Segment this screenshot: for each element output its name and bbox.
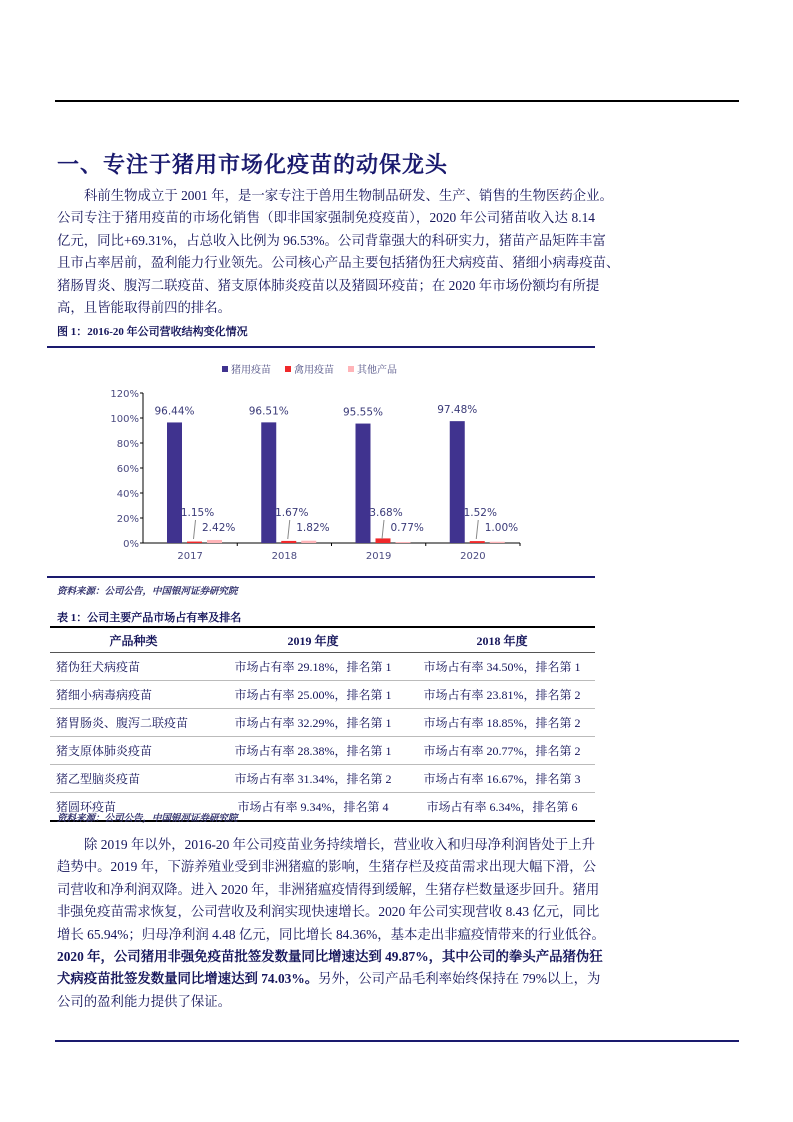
text-line: 司营收和净利润双降。进入 2020 年，非洲猪瘟疫情得到缓解，生猪存栏数量逐步回升。猪用 xyxy=(57,881,600,897)
figure-source: 资料来源：公司公告，中国银河证券研究院 xyxy=(57,587,238,597)
legend-swatch xyxy=(222,366,228,372)
figure-top-rule xyxy=(47,346,595,348)
y-tick-label: 100% xyxy=(110,414,139,425)
product-name-cell: 猪伪狂犬病疫苗 xyxy=(50,653,217,681)
text-line: 公司的盈利能力提供了保证。 xyxy=(57,993,232,1009)
bar-other-products xyxy=(396,542,411,543)
y-tick-label: 120% xyxy=(110,389,139,400)
x-tick-label: 2018 xyxy=(271,551,298,562)
product-name-cell: 猪乙型脑炎疫苗 xyxy=(50,765,217,793)
text-line: 增长 65.94%；归母净利润 4.48 亿元，同比增长 84.36%，基本走出非瘟疫情带来的行业低谷。 xyxy=(57,926,605,942)
section-heading: 一、专注于猪用市场化疫苗的动保龙头 xyxy=(57,152,449,177)
bar-pig-vaccine xyxy=(261,422,276,543)
data-label: 97.48% xyxy=(437,404,478,417)
header-rule xyxy=(55,100,739,102)
text-line: 高，且皆能取得前四的排名。 xyxy=(57,299,232,315)
share-2018-cell: 市场占有率 23.81%，排名第 2 xyxy=(409,681,595,709)
data-label: 1.82% xyxy=(296,522,330,534)
y-tick-label: 40% xyxy=(116,489,139,500)
figure-caption: 图 1：2016-20 年公司营收结构变化情况 xyxy=(57,326,248,338)
data-label: 2.42% xyxy=(202,522,236,534)
leader-line xyxy=(194,520,196,539)
share-2018-cell: 市场占有率 6.34%，排名第 6 xyxy=(409,793,595,822)
text-line xyxy=(57,968,601,990)
data-label: 96.51% xyxy=(248,405,289,418)
text-line: 猪肠胃炎、腹泻二联疫苗、猪支原体肺炎疫苗以及猪圆环疫苗；在 2020 年市场份额均有所提 xyxy=(57,277,600,293)
x-tick-label: 2019 xyxy=(365,551,392,562)
product-name-cell: 猪细小病毒病疫苗 xyxy=(50,681,217,709)
legend-swatch xyxy=(348,366,354,372)
figure-bottom-rule xyxy=(47,576,595,578)
product-name-cell: 猪支原体肺炎疫苗 xyxy=(50,737,217,765)
bar-pig-vaccine xyxy=(167,422,182,543)
table-row xyxy=(50,737,595,765)
data-label: 1.00% xyxy=(484,522,519,534)
y-tick-label: 80% xyxy=(116,439,139,450)
table-row xyxy=(50,681,595,709)
data-label: 95.55% xyxy=(342,406,384,419)
table-row xyxy=(50,709,595,737)
share-2019-cell: 市场占有率 28.38%，排名第 1 xyxy=(217,737,409,765)
table-row xyxy=(50,653,595,681)
share-2019-cell: 市场占有率 9.34%，排名第 4 xyxy=(217,793,409,822)
data-label: 1.67% xyxy=(275,507,309,519)
analysis-paragraph xyxy=(57,834,605,1013)
share-2018-cell: 市场占有率 16.67%，排名第 3 xyxy=(409,765,595,793)
share-2018-cell: 市场占有率 34.50%，排名第 1 xyxy=(409,653,595,681)
table-row xyxy=(50,765,595,793)
text-line: 且市占率居前，盈利能力行业领先。公司核心产品主要包括猪伪狂犬病疫苗、猪细小病毒疫苗、 xyxy=(57,255,620,271)
leader-line xyxy=(382,520,384,539)
y-tick-label: 20% xyxy=(116,514,139,525)
bar-other-products xyxy=(301,541,316,543)
bar-poultry-vaccine xyxy=(376,538,391,543)
chart-legend xyxy=(222,363,397,376)
table-caption: 表 1：公司主要产品市场占有率及排名 xyxy=(57,612,242,624)
x-tick-label: 2020 xyxy=(460,551,486,562)
column-header: 产品种类 xyxy=(50,627,217,653)
y-tick-label: 0% xyxy=(123,539,139,550)
bar-poultry-vaccine xyxy=(470,541,485,543)
bar-pig-vaccine xyxy=(356,424,371,543)
text-line: 非强免疫苗需求恢复，公司营收及利润实现快速增长。2020 年公司实现营收 8.43 亿元，同比 xyxy=(57,904,600,920)
text-line: 亿元，同比+69.31%，占总收入比例为 96.53%。公司背靠强大的科研实力，猪苗产品矩阵丰富 xyxy=(57,232,606,248)
data-label: 3.68% xyxy=(369,507,403,519)
data-label: 1.15% xyxy=(180,507,215,519)
share-2019-cell: 市场占有率 25.00%，排名第 1 xyxy=(217,681,409,709)
product-name-cell: 猪胃肠炎、腹泻二联疫苗 xyxy=(50,709,217,737)
leader-line xyxy=(288,520,290,539)
share-2018-cell: 市场占有率 18.85%，排名第 2 xyxy=(409,709,595,737)
bar-poultry-vaccine xyxy=(187,542,202,543)
legend-label: 其他产品 xyxy=(357,365,397,376)
product-name-cell: 猪圆环疫苗 xyxy=(50,793,217,822)
text-line-bold: 2020 年，公司猪用非强免疫苗批签发数量同比增速达到 49.87%，其中公司的拳头产品猪伪狂 xyxy=(57,948,603,964)
column-header: 2019 年度 xyxy=(217,627,409,653)
bar-other-products xyxy=(490,542,505,543)
revenue-structure-chart xyxy=(0,350,600,575)
leader-line xyxy=(476,520,478,539)
share-2019-cell: 市场占有率 32.29%，排名第 1 xyxy=(217,709,409,737)
bar-poultry-vaccine xyxy=(281,541,296,543)
column-header: 2018 年度 xyxy=(409,627,595,653)
x-tick-label: 2017 xyxy=(177,551,203,562)
text-line: 科前生物成立于 2001 年，是一家专注于兽用生物制品研发、生产、销售的生物医药企业。 xyxy=(84,188,613,203)
bar-pig-vaccine xyxy=(450,421,465,543)
intro-paragraph xyxy=(57,185,620,319)
data-label: 96.44% xyxy=(154,405,195,418)
share-2019-cell: 市场占有率 29.18%，排名第 1 xyxy=(217,653,409,681)
bold-text: 犬病疫苗批签发数量同比增速达到 74.03%。 xyxy=(57,971,319,987)
bar-other-products xyxy=(207,540,222,543)
legend-label: 猪用疫苗 xyxy=(231,365,271,376)
text-line: 除 2019 年以外，2016-20 年公司疫苗业务持续增长，营业收入和归母净利润皆处于上升 xyxy=(84,837,595,852)
chart-bars xyxy=(154,404,518,543)
footer-rule xyxy=(55,1040,739,1042)
table-source: 资料来源：公司公告，中国银河证券研究院 xyxy=(57,814,238,824)
market-share-table xyxy=(50,626,595,822)
share-2018-cell: 市场占有率 20.77%，排名第 2 xyxy=(409,737,595,765)
share-2019-cell: 市场占有率 31.34%，排名第 2 xyxy=(217,765,409,793)
data-label: 0.77% xyxy=(390,522,424,534)
data-label: 1.52% xyxy=(463,507,497,519)
legend-label: 禽用疫苗 xyxy=(294,365,334,376)
y-tick-label: 60% xyxy=(116,464,139,475)
text: 另外，公司产品毛利率始终保持在 79%以上，为 xyxy=(318,971,601,987)
text-line: 趋势中。2019 年，下游养殖业受到非洲猪瘟的影响，生猪存栏及疫苗需求出现大幅下滑，公 xyxy=(57,859,596,875)
legend-swatch xyxy=(285,366,291,372)
text-line: 公司专注于猪用疫苗的市场化销售（即非国家强制免疫疫苗），2020 年公司猪苗收入达 8.14 xyxy=(57,210,595,226)
